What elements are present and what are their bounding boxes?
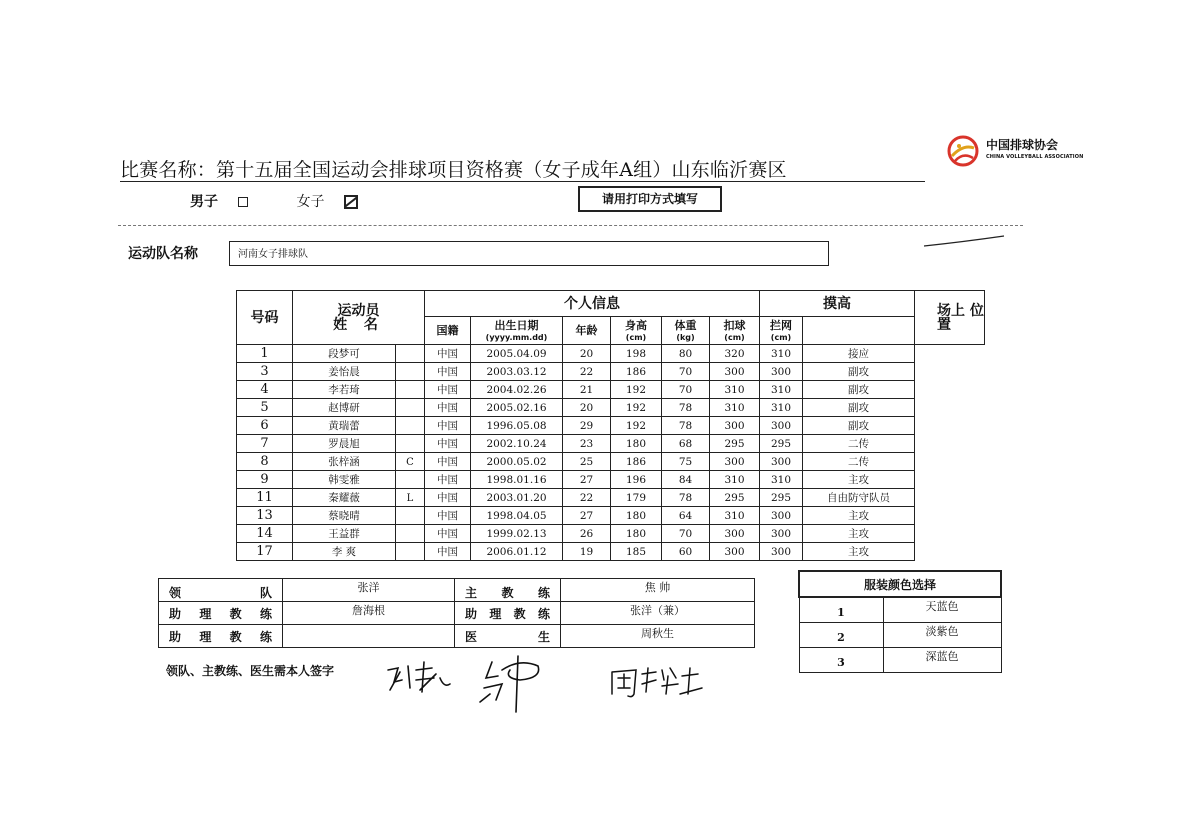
weight-header-unit: (kg): [676, 333, 695, 342]
pen-stroke-mark: [922, 234, 1006, 248]
player-position[interactable]: 自由防守队员: [803, 489, 915, 507]
player-block-reach[interactable]: 295: [760, 435, 803, 453]
assistant-coach-label: 助理教练: [455, 602, 561, 625]
head-coach-value[interactable]: 焦 帅: [561, 579, 755, 602]
uniform-option-color[interactable]: 淡紫色: [883, 623, 1001, 648]
head-coach-label: 主教练: [455, 579, 561, 602]
player-birth[interactable]: 2005.02.16: [471, 399, 563, 417]
player-number[interactable]: 8: [237, 453, 293, 471]
player-height[interactable]: 180: [611, 435, 662, 453]
player-nationality[interactable]: 中国: [425, 471, 471, 489]
player-block-reach[interactable]: 295: [760, 489, 803, 507]
player-weight[interactable]: 68: [662, 435, 710, 453]
player-birth[interactable]: 1998.01.16: [471, 471, 563, 489]
player-age[interactable]: 27: [563, 471, 611, 489]
athlete-header-line1: 运动员: [337, 302, 380, 319]
player-nationality[interactable]: 中国: [425, 435, 471, 453]
player-height[interactable]: 192: [611, 381, 662, 399]
player-role[interactable]: [396, 435, 425, 453]
assistant2-value[interactable]: [283, 625, 455, 648]
player-height[interactable]: 196: [611, 471, 662, 489]
player-age[interactable]: 19: [563, 543, 611, 561]
uniform-color-title: 服装颜色选择: [799, 571, 1001, 597]
col-height-header: [611, 317, 662, 345]
player-nationality[interactable]: 中国: [425, 489, 471, 507]
player-role[interactable]: [396, 345, 425, 363]
gender-row: [190, 191, 368, 211]
player-block-reach[interactable]: 310: [760, 471, 803, 489]
player-name[interactable]: 张梓涵: [293, 453, 396, 471]
table-row: [237, 453, 985, 471]
player-position[interactable]: 主攻: [803, 543, 915, 561]
player-name[interactable]: 姜怡晨: [293, 363, 396, 381]
leader-label: 领队: [159, 579, 283, 602]
player-name[interactable]: 蔡晓晴: [293, 507, 396, 525]
signature-doctor-icon: [612, 668, 702, 697]
player-spike-reach[interactable]: 295: [710, 489, 760, 507]
personal-info-header: 个人信息: [425, 291, 760, 317]
association-logo: [946, 134, 1084, 168]
player-position[interactable]: 主攻: [803, 507, 915, 525]
player-number[interactable]: 3: [237, 363, 293, 381]
player-weight[interactable]: 78: [662, 489, 710, 507]
player-spike-reach[interactable]: 295: [710, 435, 760, 453]
roster-table: [236, 290, 985, 561]
player-birth[interactable]: 2002.10.24: [471, 435, 563, 453]
doctor-value[interactable]: 周秋生: [561, 625, 755, 648]
player-weight[interactable]: 64: [662, 507, 710, 525]
col-age-header: 年龄: [563, 317, 611, 345]
table-row: [237, 363, 985, 381]
table-row: [237, 435, 985, 453]
player-spike-reach[interactable]: 300: [710, 543, 760, 561]
player-height[interactable]: 180: [611, 507, 662, 525]
team-name-label: 运动队名称: [128, 246, 198, 262]
player-spike-reach[interactable]: 300: [710, 417, 760, 435]
signature-instruction: 领队、主教练、医生需本人签字: [166, 664, 335, 678]
player-number[interactable]: 1: [237, 345, 293, 363]
signature-head-coach-icon: [480, 656, 539, 712]
team-name-field[interactable]: 河南女子排球队: [229, 241, 829, 266]
col-spike-header: [710, 317, 760, 345]
player-birth[interactable]: 2005.04.09: [471, 345, 563, 363]
uniform-color-table: [798, 570, 1002, 673]
player-weight[interactable]: 70: [662, 525, 710, 543]
player-block-reach[interactable]: 310: [760, 399, 803, 417]
block-header-unit: (cm): [770, 333, 792, 342]
roster-body: [237, 345, 985, 561]
player-birth[interactable]: 1996.05.08: [471, 417, 563, 435]
player-position[interactable]: 接应: [803, 345, 915, 363]
table-row: [237, 399, 985, 417]
player-position[interactable]: 副攻: [803, 381, 915, 399]
col-block-header: [760, 317, 803, 345]
player-weight[interactable]: 70: [662, 363, 710, 381]
player-weight[interactable]: 84: [662, 471, 710, 489]
player-spike-reach[interactable]: 300: [710, 525, 760, 543]
player-block-reach[interactable]: 300: [760, 507, 803, 525]
player-position[interactable]: 副攻: [803, 417, 915, 435]
player-position[interactable]: 主攻: [803, 471, 915, 489]
logo-org-name-en: CHINA VOLLEYBALL ASSOCIATION: [986, 154, 1084, 160]
position-header-line1: 场上 位: [937, 302, 984, 319]
position-header-line2: 置: [937, 316, 951, 333]
player-number[interactable]: 11: [237, 489, 293, 507]
col-birth-header: [471, 317, 563, 345]
player-name[interactable]: 赵博研: [293, 399, 396, 417]
player-nationality[interactable]: 中国: [425, 417, 471, 435]
player-age[interactable]: 22: [563, 489, 611, 507]
male-checkbox[interactable]: [238, 197, 248, 207]
col-nationality-header: 国籍: [425, 317, 471, 345]
player-number[interactable]: 7: [237, 435, 293, 453]
height-header-label: 身高: [625, 319, 647, 332]
player-block-reach[interactable]: 300: [760, 363, 803, 381]
weight-header-label: 体重: [674, 319, 697, 332]
staff-table: [158, 578, 755, 648]
player-block-reach[interactable]: 310: [760, 345, 803, 363]
table-row: [237, 489, 985, 507]
player-role[interactable]: [396, 363, 425, 381]
assistant2-label: 助理教练: [159, 625, 283, 648]
player-weight[interactable]: 60: [662, 543, 710, 561]
signature-leader-icon: [388, 662, 450, 692]
birth-header-format: (yyyy.mm.dd): [485, 333, 548, 342]
player-position[interactable]: 二传: [803, 453, 915, 471]
assistant1-label: 助理教练: [159, 602, 283, 625]
logo-org-name: 中国排球协会: [986, 138, 1059, 152]
player-birth[interactable]: 2003.03.12: [471, 363, 563, 381]
player-birth[interactable]: 2006.01.12: [471, 543, 563, 561]
player-block-reach[interactable]: 300: [760, 543, 803, 561]
player-role[interactable]: [396, 507, 425, 525]
player-birth[interactable]: 2003.01.20: [471, 489, 563, 507]
player-age[interactable]: 23: [563, 435, 611, 453]
player-block-reach[interactable]: 300: [760, 417, 803, 435]
uniform-option-color[interactable]: 深蓝色: [883, 648, 1001, 673]
player-name[interactable]: 段梦可: [293, 345, 396, 363]
player-nationality[interactable]: 中国: [425, 525, 471, 543]
volleyball-logo-icon: [946, 134, 980, 168]
player-number[interactable]: 6: [237, 417, 293, 435]
table-row: [237, 381, 985, 399]
player-height[interactable]: 186: [611, 453, 662, 471]
player-age[interactable]: 21: [563, 381, 611, 399]
table-row: [237, 471, 985, 489]
player-spike-reach[interactable]: 300: [710, 453, 760, 471]
player-role[interactable]: [396, 471, 425, 489]
player-role[interactable]: [396, 543, 425, 561]
player-weight[interactable]: 78: [662, 417, 710, 435]
player-position[interactable]: 二传: [803, 435, 915, 453]
player-number[interactable]: 9: [237, 471, 293, 489]
spike-header-unit: (cm): [724, 333, 745, 342]
player-age[interactable]: 20: [563, 399, 611, 417]
player-position[interactable]: 主攻: [803, 525, 915, 543]
player-role[interactable]: [396, 381, 425, 399]
player-block-reach[interactable]: 300: [760, 453, 803, 471]
player-number[interactable]: 5: [237, 399, 293, 417]
spike-header-label: 扣球: [723, 319, 746, 332]
player-nationality[interactable]: 中国: [425, 507, 471, 525]
reach-header: 摸高: [760, 291, 915, 317]
player-age[interactable]: 20: [563, 345, 611, 363]
table-row: [237, 525, 985, 543]
player-spike-reach[interactable]: 310: [710, 399, 760, 417]
female-checkbox[interactable]: [344, 195, 358, 209]
player-position[interactable]: 副攻: [803, 363, 915, 381]
player-name[interactable]: 罗晨旭: [293, 435, 396, 453]
title-underline: [120, 181, 925, 182]
print-instruction-box: 请用打印方式填写: [578, 186, 722, 212]
table-row: [237, 543, 985, 561]
col-weight-header: [662, 317, 710, 345]
signatures-area: [380, 648, 720, 718]
player-nationality[interactable]: 中国: [425, 399, 471, 417]
uniform-option-index: 3: [799, 648, 883, 673]
player-role[interactable]: [396, 399, 425, 417]
player-age[interactable]: 29: [563, 417, 611, 435]
table-row: [237, 507, 985, 525]
uniform-option-index: 1: [799, 597, 883, 623]
assistant-coach-value[interactable]: 张洋（兼）: [561, 602, 755, 625]
player-height[interactable]: 186: [611, 363, 662, 381]
player-number[interactable]: 4: [237, 381, 293, 399]
player-nationality[interactable]: 中国: [425, 453, 471, 471]
player-age[interactable]: 27: [563, 507, 611, 525]
female-label: 女子: [296, 194, 325, 210]
player-role[interactable]: L: [396, 489, 425, 507]
col-athlete-header: [293, 291, 425, 345]
player-spike-reach[interactable]: 320: [710, 345, 760, 363]
player-weight[interactable]: 80: [662, 345, 710, 363]
block-header-label: 拦网: [770, 319, 792, 332]
player-weight[interactable]: 70: [662, 381, 710, 399]
player-nationality[interactable]: 中国: [425, 345, 471, 363]
player-block-reach[interactable]: 300: [760, 525, 803, 543]
player-number[interactable]: 14: [237, 525, 293, 543]
player-role[interactable]: [396, 525, 425, 543]
player-spike-reach[interactable]: 300: [710, 363, 760, 381]
doctor-label: 医生: [455, 625, 561, 648]
player-height[interactable]: 179: [611, 489, 662, 507]
player-height[interactable]: 180: [611, 525, 662, 543]
player-height[interactable]: 192: [611, 417, 662, 435]
player-weight[interactable]: 75: [662, 453, 710, 471]
table-row: [237, 345, 985, 363]
uniform-option-index: 2: [799, 623, 883, 648]
player-height[interactable]: 192: [611, 399, 662, 417]
player-age[interactable]: 25: [563, 453, 611, 471]
player-position[interactable]: 副攻: [803, 399, 915, 417]
male-label: 男子: [190, 194, 218, 210]
player-birth[interactable]: 1998.04.05: [471, 507, 563, 525]
table-row: [237, 417, 985, 435]
athlete-header-line2: 姓 名: [333, 316, 384, 333]
player-name[interactable]: 李 爽: [293, 543, 396, 561]
player-spike-reach[interactable]: 310: [710, 381, 760, 399]
player-name[interactable]: 韩雯雅: [293, 471, 396, 489]
player-role[interactable]: C: [396, 453, 425, 471]
player-height[interactable]: 185: [611, 543, 662, 561]
player-name[interactable]: 秦耀薇: [293, 489, 396, 507]
player-age[interactable]: 26: [563, 525, 611, 543]
player-name[interactable]: 李若琦: [293, 381, 396, 399]
player-age[interactable]: 22: [563, 363, 611, 381]
player-birth[interactable]: 2000.05.02: [471, 453, 563, 471]
player-nationality[interactable]: 中国: [425, 381, 471, 399]
player-birth[interactable]: 1999.02.13: [471, 525, 563, 543]
player-block-reach[interactable]: 310: [760, 381, 803, 399]
player-number[interactable]: 13: [237, 507, 293, 525]
player-birth[interactable]: 2004.02.26: [471, 381, 563, 399]
player-nationality[interactable]: 中国: [425, 543, 471, 561]
player-height[interactable]: 198: [611, 345, 662, 363]
birth-header-label: 出生日期: [494, 319, 539, 332]
player-weight[interactable]: 78: [662, 399, 710, 417]
dashed-divider: [118, 225, 1023, 226]
uniform-option-color[interactable]: 天蓝色: [883, 597, 1001, 623]
leader-value[interactable]: 张洋: [283, 579, 455, 602]
competition-title: 比赛名称：第十五届全国运动会排球项目资格赛（女子成年A组）山东临沂赛区: [120, 159, 787, 181]
player-name[interactable]: 王益群: [293, 525, 396, 543]
player-spike-reach[interactable]: 310: [710, 507, 760, 525]
player-name[interactable]: 黄瑞蕾: [293, 417, 396, 435]
col-number-header: 号码: [237, 291, 293, 345]
player-spike-reach[interactable]: 310: [710, 471, 760, 489]
height-header-unit: (cm): [625, 333, 647, 342]
player-nationality[interactable]: 中国: [425, 363, 471, 381]
assistant1-value[interactable]: 詹海根: [283, 602, 455, 625]
player-role[interactable]: [396, 417, 425, 435]
player-number[interactable]: 17: [237, 543, 293, 561]
col-position-header: [915, 291, 985, 345]
